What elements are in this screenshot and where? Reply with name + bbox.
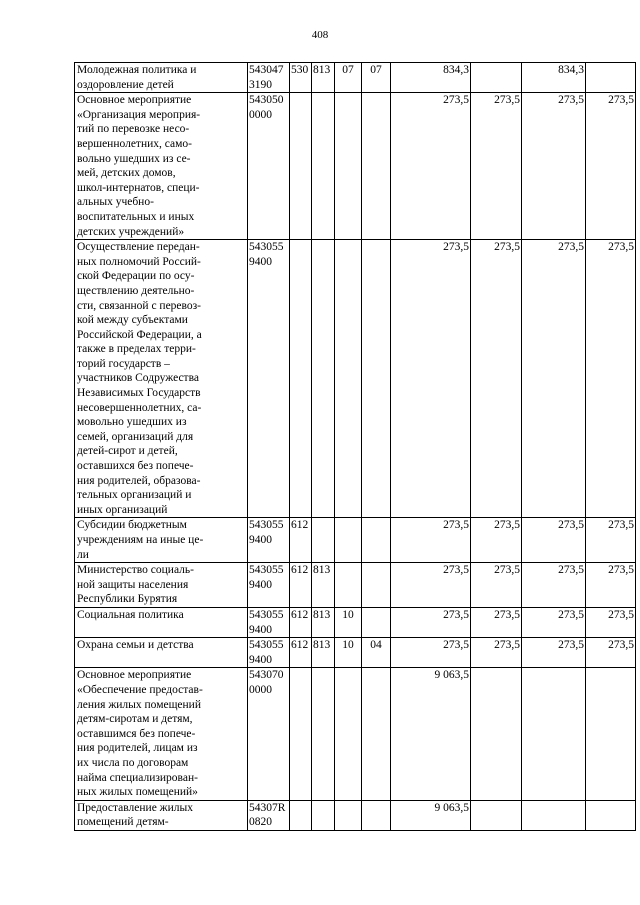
budget-table	[74, 62, 636, 831]
amount-2-cell: 273,5	[471, 240, 522, 518]
amount-2-cell	[471, 800, 522, 830]
expense-type-cell	[290, 240, 312, 518]
amount-1-cell: 273,5	[391, 93, 471, 240]
administrator-code-cell	[312, 800, 335, 830]
expense-type-cell: 612	[290, 518, 312, 563]
amount-1-cell: 273,5	[391, 563, 471, 608]
item-name-cell: Социальная политика	[75, 607, 248, 637]
amount-4-cell: 273,5	[586, 93, 636, 240]
amount-3-cell: 273,5	[522, 563, 586, 608]
amount-4-cell: 273,5	[586, 638, 636, 668]
amount-1-cell: 273,5	[391, 240, 471, 518]
administrator-code-cell: 813	[312, 638, 335, 668]
amount-2-cell: 273,5	[471, 93, 522, 240]
amount-1-cell: 273,5	[391, 638, 471, 668]
section-cell	[335, 93, 362, 240]
subsection-cell: 04	[362, 638, 391, 668]
program-code-cell: 543055 9400	[248, 607, 290, 637]
subsection-cell	[362, 563, 391, 608]
amount-2-cell	[471, 668, 522, 800]
administrator-code-cell	[312, 668, 335, 800]
section-cell: 07	[335, 63, 362, 93]
table-row	[75, 240, 636, 518]
administrator-code-cell: 813	[312, 563, 335, 608]
expense-type-cell: 612	[290, 563, 312, 608]
program-code-cell: 543047 3190	[248, 63, 290, 93]
table-row	[75, 638, 636, 668]
expense-type-cell	[290, 93, 312, 240]
program-code-cell: 543050 0000	[248, 93, 290, 240]
amount-3-cell: 273,5	[522, 518, 586, 563]
expense-type-cell: 612	[290, 607, 312, 637]
subsection-cell: 07	[362, 63, 391, 93]
section-cell	[335, 563, 362, 608]
amount-1-cell: 273,5	[391, 607, 471, 637]
expense-type-cell: 612	[290, 638, 312, 668]
program-code-cell: 543070 0000	[248, 668, 290, 800]
section-cell	[335, 518, 362, 563]
program-code-cell: 543055 9400	[248, 563, 290, 608]
program-code-cell: 543055 9400	[248, 638, 290, 668]
item-name-cell: Предоставление жилых помещений детям-	[75, 800, 248, 830]
administrator-code-cell	[312, 240, 335, 518]
expense-type-cell: 530	[290, 63, 312, 93]
amount-2-cell: 273,5	[471, 607, 522, 637]
amount-4-cell: 273,5	[586, 518, 636, 563]
item-name-cell: Осуществление передан- ных полномочий Россий- ской Федерации по осу- ществлению деятельно- сти, связанной с перевоз- кой между субъектами Российской Федерации, а также в пределах терри- торий государств – участников Содружества Независимых Государств несовершеннолетних, са- мовольно ушедших из семей, организаций для детей-сирот и детей, оставшихся без попече- ния родителей, образова- тельных организаций и иных организаций	[75, 240, 248, 518]
program-code-cell: 543055 9400	[248, 518, 290, 563]
table-row	[75, 93, 636, 240]
item-name-cell: Министерство социаль- ной защиты населения Республики Бурятия	[75, 563, 248, 608]
item-name-cell: Субсидии бюджетным учреждениям на иные це- ли	[75, 518, 248, 563]
amount-3-cell: 273,5	[522, 638, 586, 668]
administrator-code-cell	[312, 518, 335, 563]
amount-2-cell: 273,5	[471, 563, 522, 608]
amount-4-cell: 273,5	[586, 607, 636, 637]
amount-2-cell: 273,5	[471, 518, 522, 563]
item-name-cell: Охрана семьи и детства	[75, 638, 248, 668]
program-code-cell: 54307R 0820	[248, 800, 290, 830]
amount-1-cell: 9 063,5	[391, 668, 471, 800]
expense-type-cell	[290, 800, 312, 830]
program-code-cell: 543055 9400	[248, 240, 290, 518]
section-cell	[335, 668, 362, 800]
amount-3-cell	[522, 800, 586, 830]
subsection-cell	[362, 668, 391, 800]
page-number: 408	[311, 29, 329, 41]
administrator-code-cell	[312, 93, 335, 240]
administrator-code-cell: 813	[312, 607, 335, 637]
amount-1-cell: 273,5	[391, 518, 471, 563]
section-cell: 10	[335, 638, 362, 668]
amount-2-cell	[471, 63, 522, 93]
subsection-cell	[362, 93, 391, 240]
amount-3-cell	[522, 668, 586, 800]
table-row	[75, 563, 636, 608]
administrator-code-cell: 813	[312, 63, 335, 93]
item-name-cell: Основное мероприятие «Организация мероприя- тий по перевозке несо- вершеннолетних, само- вольно ушедших из се- мей, детских домов, школ-интернатов, специ- альных учебно- воспитательных и иных детских учреждений»	[75, 93, 248, 240]
table-row	[75, 668, 636, 800]
amount-4-cell: 273,5	[586, 563, 636, 608]
subsection-cell	[362, 240, 391, 518]
amount-1-cell: 834,3	[391, 63, 471, 93]
table-row	[75, 800, 636, 830]
amount-4-cell	[586, 63, 636, 93]
subsection-cell	[362, 800, 391, 830]
amount-3-cell: 273,5	[522, 607, 586, 637]
table-row	[75, 607, 636, 637]
amount-3-cell: 273,5	[522, 93, 586, 240]
item-name-cell: Основное мероприятие «Обеспечение предостав- ления жилых помещений детям-сиротам и детям, оставшимся без попече- ния родителей, лицам из их числа по договорам найма специализирован- ных жилых помещений»	[75, 668, 248, 800]
expense-type-cell	[290, 668, 312, 800]
section-cell	[335, 240, 362, 518]
table-row	[75, 63, 636, 93]
amount-1-cell: 9 063,5	[391, 800, 471, 830]
amount-4-cell	[586, 668, 636, 800]
subsection-cell	[362, 607, 391, 637]
table-body	[75, 63, 636, 831]
section-cell	[335, 800, 362, 830]
amount-4-cell	[586, 800, 636, 830]
table-row	[75, 518, 636, 563]
amount-3-cell: 273,5	[522, 240, 586, 518]
amount-2-cell: 273,5	[471, 638, 522, 668]
amount-4-cell: 273,5	[586, 240, 636, 518]
section-cell: 10	[335, 607, 362, 637]
item-name-cell: Молодежная политика и оздоровление детей	[75, 63, 248, 93]
subsection-cell	[362, 518, 391, 563]
amount-3-cell: 834,3	[522, 63, 586, 93]
